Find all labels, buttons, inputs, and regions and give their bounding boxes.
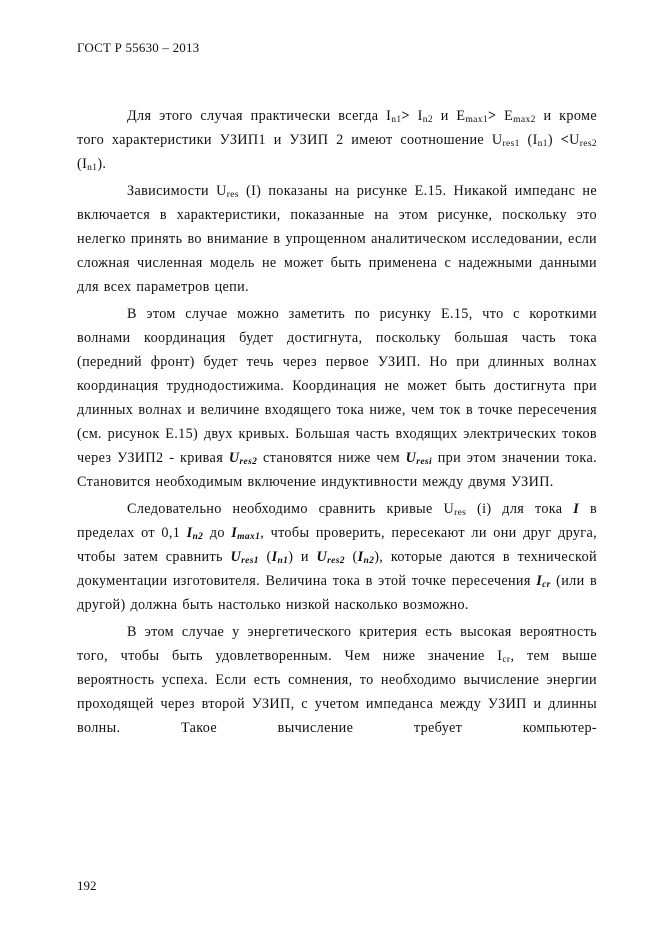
paragraph-2: Зависимости $U_{res}$ (I) показаны на рисунке Е.15. Никакой импеданс не включается в характеристики, показанные на этом рисунке, поскольку это нелегко принять во внимание в упрощенном аналитическом исследовании, если сложная численная модель не может быть применена с надежными данными для всех параметров цепи. [77, 183, 597, 295]
paragraph-4: Следовательно необходимо сравнить кривые $U_{res}$ (i) для тока I в пределах от 0,1 $I_{n2}$ до $I_{max1}$, чтобы проверить, пересекают ли они друг друга, чтобы затем сравнить $U_{res1}$ $(I_{n1})$ и $U_{res2}$ $(I_{n2})$, которые даются в технической документации изготовителя. Величина тока в этой точке пересечения $I_{cr}$ (или в другой) должна быть настолько низкой насколько возможно. [77, 501, 598, 613]
paragraph-3: В этом случае можно заметить по рисунку Е.15, что с короткими волнами координация будет достигнута, поскольку большая часть тока (передний фронт) будет течь через первое УЗИП. Но при длинных волнах координация труднодостижима. Координация не может быть достигнута при длинных волнах и величине входящего тока ниже, чем ток в точке пересечения (см. рисунок Е.15) двух кривых. Большая часть входящих электрических токов через УЗИП2 - кривая $U_{res2}$ становятся ниже чем $U_{resi}$ при этом значении тока. Становится необходимым включение индуктивности между двумя УЗИП. [77, 306, 597, 490]
page-body [77, 104, 597, 740]
paragraph-5: В этом случае у энергетического критерия есть высокая вероятность того, чтобы быть удовлетворенным. Чем ниже значение $I_{cr}$, тем выше вероятность успеха. Если есть сомнения, то необходимо вычисление энергии проходящей через второй УЗИП, с учетом импеданса между УЗИП и длинны волны. Такое вычисление требует компьютер- [77, 624, 598, 736]
page-number: 192 [77, 878, 97, 893]
document-code: ГОСТ Р 55630 – 2013 [77, 40, 200, 55]
paragraph-1: Для этого случая практически всегда $I_{n1}> I_{n2}$ и $E_{max1}> E_{max2}$ и кроме того характеристики УЗИП1 и УЗИП 2 имеют соотношение $U_{res1}$ $(I_{n1}) <U_{res2}$ $(I_{n1})$. [77, 108, 598, 173]
